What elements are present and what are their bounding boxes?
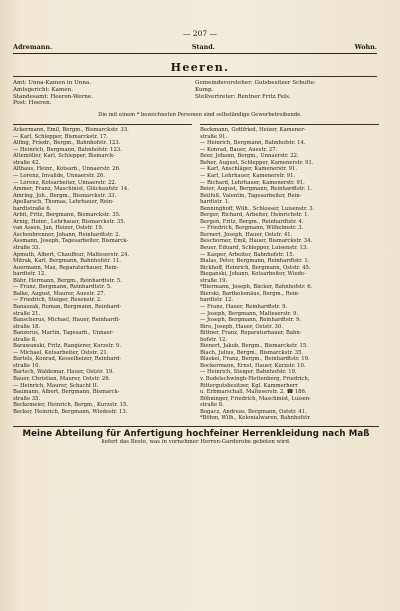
directory-entry: straße 10. <box>13 362 41 369</box>
directory-entry: Beier, August, Bergmann, Reinhardtstr. 1. <box>200 186 313 193</box>
directory-entry: — Friedrich, Bergmann, Wilhelmstr. 3. <box>200 225 304 232</box>
directory-entry: *Böhm, Wilh., Kolonialwaren, Bahnhofstr. <box>200 415 311 422</box>
directory-entry: Blaskei, Franz, Bergm., Reinhardtstr. 19. <box>200 356 310 363</box>
ad-subline: liefert das Beste, was in vornehmer Herren-Garderobe geboten wird. <box>101 438 291 445</box>
directory-entry: Aschenbrenner, Johann, Reinhardtstr. 2. <box>13 231 121 238</box>
directory-entry: Bauer, Christian, Maurer, Oststr. 26. <box>13 375 111 382</box>
directory-entry: Beer, Johann, Bergm., Unnaerstr. 22. <box>200 153 299 160</box>
place-title: Heeren. <box>170 61 230 74</box>
advertisement <box>13 426 379 446</box>
directory-entry: straße 21. <box>13 310 41 317</box>
directory-entry: Amring, Joh., Bergm., Bismarckstr. 33. <box>13 192 117 199</box>
directory-entry: straße 8. <box>200 402 224 409</box>
title-rule <box>13 76 377 77</box>
officials-right <box>195 80 377 107</box>
directory-entry: Bieganski, Johann, Kotsarbeiter, Wiede- <box>200 271 306 278</box>
directory-entry: Mitrak, Karl, Bergmann, Bahnhofstr. 11. <box>13 258 121 265</box>
running-head-center: Stand. <box>191 43 215 51</box>
directory-entry: Bittner, Franz, Reparaturhauer, Bahn- <box>200 330 302 337</box>
directory-entry: Bickhoff, Heinrich, Bergmann, Oststr. 45. <box>200 264 311 271</box>
directory-entry: Beckmann, Gottfried, Heizer, Kamener- <box>200 127 306 134</box>
directory-entry: Bähr, Hermann, Bergm., Reinhardtstr. 5. <box>13 277 122 284</box>
official-line: Stellvertreter: Rentner Fritz Fels. <box>195 93 291 100</box>
directory-entry: Benninghoff, Wilh., Schlosser, Luisenstr. 3. <box>200 205 315 212</box>
directory-entry: straße 42. <box>13 159 41 166</box>
directory-entry: v. Bodelschwingh-Plettenberg, Friedrich, <box>200 375 310 382</box>
officials-left <box>13 80 195 107</box>
directory-entry: hardtstraße 6. <box>13 205 52 212</box>
directory-entry: Altemöller, Karl, Schlepper, Bismarck- <box>13 153 115 160</box>
directory-entry: — Heinrich, Bergmann, Bahnhofstr. 123. <box>13 146 122 153</box>
directory-entry: Bialas, Peter, Bergmann, Reinhardtstr. 1. <box>200 258 310 265</box>
directory-entry: straße 18. <box>13 323 41 330</box>
directory-entry: — Lorenz, Kotsarbeiter, Unnaerstr. 22. <box>13 179 117 186</box>
right-column <box>200 124 379 422</box>
running-head <box>13 40 377 54</box>
directory-entry: Baumann, Albert, Bergmann, Bismarck- <box>13 389 120 396</box>
directory-entry: — Franz, Bergmann, Reinhardtstr. 5. <box>13 284 112 291</box>
directory-entry: Banzerus, Martin, Tagesarb., Unnaer- <box>13 330 115 337</box>
left-column <box>13 124 192 422</box>
directory-entry: Bockermann, Ernst, Hauer, Kurzstr. 10. <box>200 362 306 369</box>
directory-entry: Apmuth, Albert, Chauffeur, Malteserstr. 24. <box>13 251 130 258</box>
official-line: Standesamt: Heeren-Werne. <box>13 93 93 100</box>
directory-entry: — Karl, Lehrhauer, Kamenerstr. 91. <box>200 173 296 180</box>
directory-entry: Blach, Julius, Bergm., Bismarckstr. 35. <box>200 349 304 356</box>
directory-entry: Becker, Heinrich, Bergmann, Wiedestr. 13. <box>13 408 128 415</box>
directory-entry: Böhninger, Friedrich, Maschinist, Luisen- <box>200 395 311 402</box>
official-line: Amtsgericht: Kamen. <box>13 86 73 93</box>
entries-columns <box>13 124 379 422</box>
directory-entry: Althaus, Heinr., Kotsarb., Unnaerstr. 26. <box>13 166 121 173</box>
directory-entry: hardtstr. 1. <box>200 199 230 206</box>
official-line: Kump. <box>195 86 214 93</box>
directory-entry: — Michael, Kotsarbeiter, Oststr. 21. <box>13 349 109 356</box>
directory-entry: straße 8. <box>13 336 37 343</box>
directory-entry: Arnig, Heinr., Lehrhauer, Bismarckstr. 35. <box>13 218 126 225</box>
directory-entry: — Konrad, Bauer, Auestr. 27. <box>200 146 278 153</box>
directory-entry: Beckemeier, Heinrich, Bergm., Kurzstr. 15. <box>13 402 128 409</box>
running-head-right: Wohn. <box>354 43 377 51</box>
directory-entry: van Assen, Jan, Heizer, Oststr. 19. <box>13 225 104 232</box>
official-line: Gemeindevorsteher: Gutsbesitzer Schulte- <box>195 80 316 86</box>
directory-entry: Bogacz, Andreas, Bergmann, Oststr. 41. <box>200 408 307 415</box>
directory-entry: — Karl, Anschläger, Kamenerstr. 91. <box>200 166 298 173</box>
official-line: Amt: Unna-Kamen in Unna. <box>13 80 92 86</box>
directory-entry: straße 33. <box>13 245 41 252</box>
directory-entry: Balke, August, Maurer, Auestr. 27. <box>13 290 106 297</box>
directory-entry: Beschorner, Emil, Hauer, Bismarckstr. 34. <box>200 238 313 245</box>
directory-entry: Assmann, Joseph, Tagesarbeiter, Bismarck- <box>13 238 129 245</box>
directory-entry: — Joseph, Bergmann, Malteserstr. 9. <box>200 310 299 317</box>
directory-entry: Auermann, Max, Reparaturhauer, Rein- <box>13 264 119 271</box>
directory-entry: Barawanski, Fritz, Rangierer, Kurzstr. 9. <box>13 343 122 350</box>
directory-entry: — Heinrich, Bergmann, Bahnhofstr. 14. <box>200 140 306 147</box>
directory-entry: Bernert, Joseph, Hauer, Oststr. 41. <box>200 231 293 238</box>
directory-entry: Bienert, Jakob, Bergm., Bismarckstr. 15. <box>200 343 308 350</box>
legend-note: Die mit einem * bezeichneten Personen sind selbständige Gewerbetreibende. <box>98 112 302 119</box>
directory-entry: Banscherus, Michael, Hauer, Reinhardt- <box>13 317 121 324</box>
directory-entry: — Richard, Lehrhauer, Kamenerstr. 91. <box>200 179 305 186</box>
directory-entry: Ammer, Franz, Maschinist, Glückaufstr. 14. <box>13 186 129 193</box>
directory-entry: *Biermann, Joseph, Bäcker, Bahnhofstr. 6. <box>200 284 313 291</box>
directory-entry: Biro, Joseph, Hauer, Oststr. 30. <box>200 323 283 330</box>
directory-entry: Bierski, Bartholomäus, Bergm., Rein- <box>200 290 300 297</box>
directory-entry: — Lorenz, Invalide, Unnaerstr. 26. <box>13 173 106 180</box>
directory-entry: — Heinrich, Maurer, Schacht II. <box>13 382 99 389</box>
directory-entry: Rittergutsbesitzer, Kgl. Kammerherr <box>200 382 298 389</box>
directory-entry: — Franz, Hauer, Reinhardtstr. 9. <box>200 303 288 310</box>
directory-entry: — Kasper, Arbeiter, Bahnhofstr. 15. <box>200 251 295 258</box>
directory-entry: Alfing, Friedr., Bergm., Bahnhofstr. 123. <box>13 140 121 147</box>
directory-entry: Bartsch, Waldemar, Hauer, Oststr. 19. <box>13 369 114 376</box>
directory-entry: Berger, Richard, Arbeiter, Heinrichstr. 1. <box>200 212 310 219</box>
directory-entry: hardtstr. 12. <box>200 297 234 304</box>
running-head-left: Adremann. <box>13 43 53 51</box>
directory-entry: Bergen, Fritz, Bergm., Reinhardtstr. 4. <box>200 218 304 225</box>
directory-entry: straße 19. <box>200 277 228 284</box>
directory-entry: Ackermann, Emil, Bergm., Bismarckstr. 33. <box>13 127 129 134</box>
directory-entry: — Joseph, Bergmann, Reinhardtstr. 9. <box>200 317 302 324</box>
directory-entry: Apollarsch, Thomas, Lehrhauer, Rein- <box>13 199 114 206</box>
directory-entry: Bartels, Konrad, Kesselheizer, Reinhard- <box>13 356 122 363</box>
ad-headline: Meine Abteilung für Anfertigung hochfeiner Herrenkleidung nach Maß <box>22 428 370 439</box>
directory-entry: hardtstr. 12. <box>13 271 47 278</box>
directory-entry: straße 35. <box>13 395 41 402</box>
directory-entry: hofstr. 12. <box>200 336 227 343</box>
directory-entry: straße 91. <box>200 133 228 140</box>
directory-entry: Beuer, Eduard, Schlepper, Luisenstr. 13. <box>200 245 308 252</box>
directory-entry: — Karl, Schlepper, Bismarckstr. 17. <box>13 133 108 140</box>
directory-entry: Arbit, Fritz, Bergmann, Bismarckstr. 35. <box>13 212 121 219</box>
directory-entry: Beher, August, Schlepper, Kamenerstr. 91. <box>200 159 314 166</box>
page-number: — 207 — <box>182 29 218 38</box>
directory-entry: — Friedrich, Steiger, Rosenstr. 2. <box>13 297 102 304</box>
officials-block <box>13 80 377 107</box>
directory-entry: u. Erbmarschall, Malteserstr. 2. ☎ 186. <box>200 389 307 396</box>
directory-entry: — Heinrich, Steiger, Bahnhofstr. 19. <box>200 369 297 376</box>
directory-entry: Beilfuß, Valentin, Tagesarbeiter, Rein- <box>200 192 302 199</box>
official-line: Post: Heeren. <box>13 100 52 107</box>
directory-entry: Banaszak, Roman, Bergmann, Reinhard- <box>13 303 122 310</box>
